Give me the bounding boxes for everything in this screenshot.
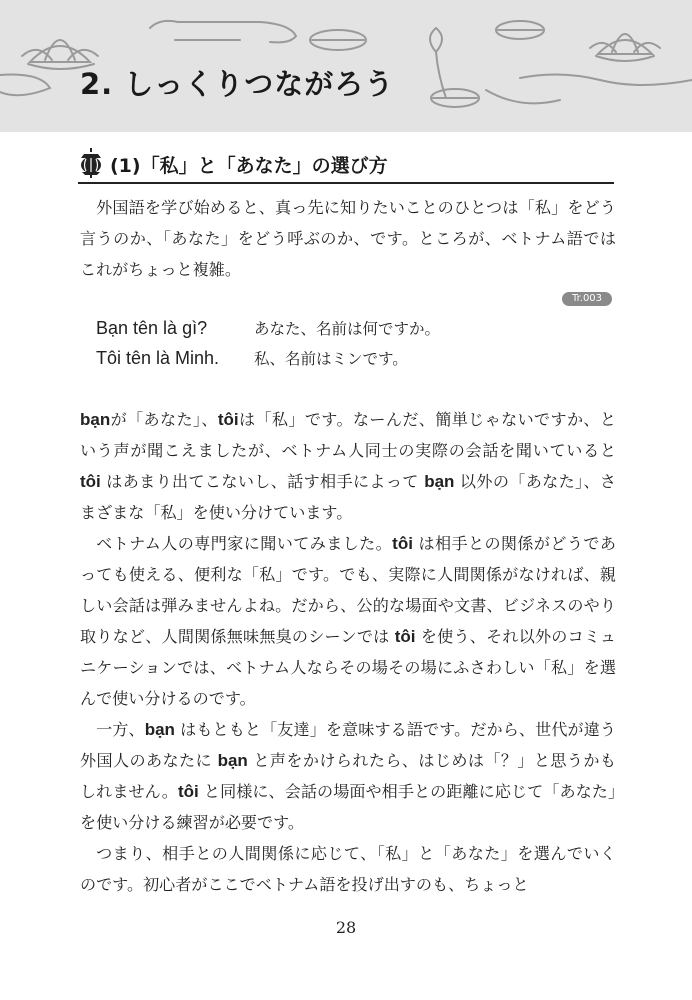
section-title: (1)「私」と「あなた」の選び方 [110, 155, 388, 177]
term-toi: tôi [217, 410, 239, 429]
term-ban: bạn [217, 751, 248, 770]
text: が「あなた」、 [110, 410, 218, 429]
audio-track-badge: Tr.003 [562, 292, 612, 306]
example-sentence [96, 348, 408, 369]
example-vietnamese: Bạn tên là gì? [96, 318, 208, 338]
text: を使う、それ以外のコミュニケーションでは、ベトナム人ならその場その場にふさわしい「私」を選んで使い分けるのです。 [80, 627, 616, 708]
term-toi: tôi [392, 534, 413, 553]
text: 以外の「あなた」、さまざまな「私」を使い分けています。 [80, 472, 616, 522]
example-japanese: あなた、名前は何ですか。 [254, 320, 441, 338]
page-number: 28 [335, 918, 357, 937]
text: と同様に、会話の場面や相手との距離に応じて「あなた」を使い分ける練習が必要です。 [80, 782, 616, 832]
text: は「私」です。なーんだ、簡単じゃないですか、という声が聞こえましたが、ベトナム人同士の実際の会話を聞いていると [80, 410, 616, 460]
body-paragraph-4: つまり、相手との人間関係に応じて、「私」と「あなた」を選んでいくのです。初心者がここでベトナム語を投げ出すのも、ちょっと [80, 844, 616, 894]
term-toi: tôi [177, 782, 199, 801]
term-ban: bạn [144, 720, 175, 739]
text: は相手との関係がどうであっても使える、便利な「私」です。でも、実際に人間関係がなければ、親しい会話は弾みませんよね。だから、公的な場面や文書、ビジネスのやり取りなど、人間関係無味無臭のシーンでは [80, 534, 616, 646]
text: と声をかけられたら、はじめは「？」と思うかもしれません。 [80, 751, 616, 801]
intro-paragraph: 外国語を学び始めると、真っ先に知りたいことのひとつは「私」をどう言うのか、「あなた」をどう呼ぶのか、です。ところが、ベトナム語ではこれがちょっと複雑。 [80, 198, 616, 279]
body-paragraph-3 [80, 714, 616, 838]
text: ベトナム人の専門家に聞いてみました。 [96, 534, 393, 553]
body-paragraph-2 [80, 528, 616, 714]
text: 一方、 [96, 720, 145, 739]
section-heading [78, 146, 614, 184]
term-ban: bạn [80, 410, 111, 429]
text: はあまり出てこないし、話す相手によって [106, 472, 419, 491]
example-vietnamese: Tôi tên là Minh. [96, 348, 220, 368]
text: はもともと「友達」を意味する語です。だから、世代が違う外国人のあなたに [80, 720, 616, 770]
example-japanese: 私、名前はミンです。 [254, 350, 408, 368]
body-paragraph-1 [80, 404, 616, 528]
term-toi: tôi [394, 627, 416, 646]
term-toi: tôi [80, 472, 101, 491]
term-ban: bạn [424, 472, 455, 491]
chapter-header [0, 0, 692, 132]
chapter-title: 2. しっくりつながろう [80, 67, 395, 101]
example-sentence [96, 318, 440, 339]
lantern-icon [78, 148, 104, 178]
